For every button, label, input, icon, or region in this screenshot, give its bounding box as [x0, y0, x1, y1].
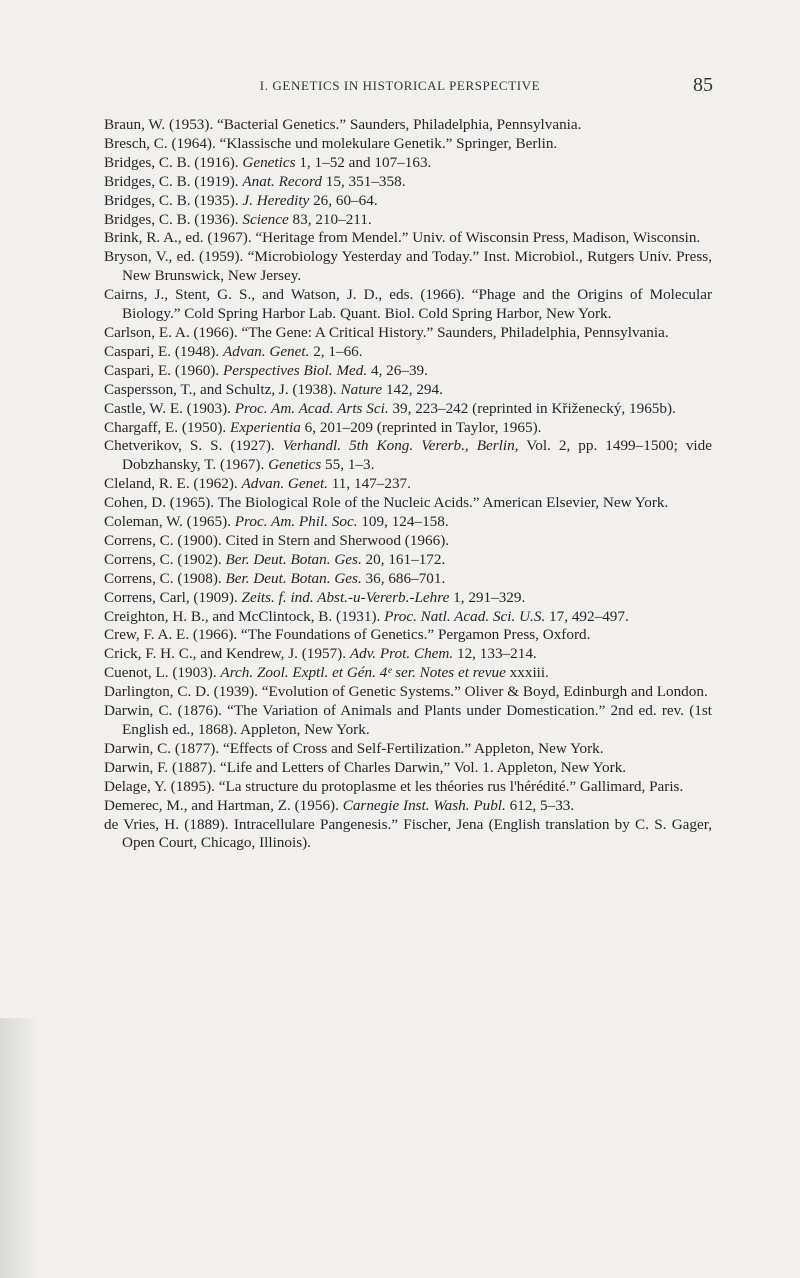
reference-entry [104, 608, 712, 627]
reference-text: 612, 5–33. [505, 796, 575, 814]
reference-entry [104, 116, 712, 135]
reference-text: Braun, W. (1953). “Bacterial Genetics.” Saunders, Philadelphia, Pennsylvania. [104, 116, 582, 133]
reference-list [104, 116, 712, 853]
reference-text: 11, 147–237. [327, 475, 411, 493]
chapter-title: I. GENETICS IN HISTORICAL PERSPECTIVE [259, 78, 541, 93]
reference-text: Vol. 2, pp. 1499–1500; vide Dobzhansky, T. (1967). [122, 437, 712, 474]
reference-text: Chetverikov, S. S. (1927). [104, 437, 283, 455]
reference-entry [104, 702, 712, 740]
reference-text: Delage, Y. (1895). “La structure du protoplasme et les théories rus l'hérédité.” Gallimard, Paris. [104, 777, 684, 795]
reference-entry [104, 664, 712, 683]
reference-entry [104, 551, 712, 570]
reference-source: J. Heredity [242, 191, 310, 209]
reference-text: 6, 201–209 (reprinted in Taylor, 1965). [300, 418, 542, 436]
reference-text: Correns, C. (1908). [104, 569, 226, 587]
reference-text: Bresch, C. (1964). “Klassische und molekulare Genetik.” Springer, Berlin. [104, 134, 558, 152]
reference-text: 15, 351–358. [321, 172, 406, 190]
reference-text: Carlson, E. A. (1966). “The Gene: A Critical History.” Saunders, Philadelphia, Pennsylvania. [104, 323, 669, 341]
reference-entry [104, 740, 712, 759]
reference-text: Crew, F. A. E. (1966). “The Foundations of Genetics.” Pergamon Press, Oxford. [104, 626, 591, 644]
reference-text: Cleland, R. E. (1962). [104, 475, 242, 493]
reference-entry [104, 626, 712, 645]
reference-entry [104, 683, 712, 702]
reference-entry [104, 173, 712, 192]
reference-entry [104, 532, 712, 551]
reference-entry [104, 645, 712, 664]
reference-entry [104, 362, 712, 381]
page-number: 85 [693, 74, 713, 96]
reference-source: Science [242, 210, 289, 228]
reference-text: Cairns, J., Stent, G. S., and Watson, J. D., eds. (1966). “Phage and the Origins of Molecular Biology.” Cold Spring Harbor Lab. Quant. Biol. Cold Spring Harbor, New York. [104, 286, 712, 323]
reference-source: Proc. Natl. Acad. Sci. U.S. [384, 607, 546, 625]
reference-text: Caspari, E. (1948). [104, 342, 223, 360]
reference-entry [104, 437, 712, 475]
reference-text: Darwin, C. (1876). “The Variation of Animals and Plants under Domestication.” 2nd ed. rev. (1st English ed., 1868). Appleton, New York. [104, 702, 712, 738]
reference-source: Genetics [242, 153, 296, 171]
reference-text: 17, 492–497. [545, 607, 629, 625]
reference-text: Correns, Carl, (1909). [104, 588, 242, 606]
reference-entry [104, 816, 712, 854]
reference-text: Darwin, C. (1877). “Effects of Cross and Self-Fertilization.” Appleton, New York. [104, 739, 604, 757]
reference-entry [104, 343, 712, 362]
reference-text: Coleman, W. (1965). [104, 513, 235, 531]
reference-entry [104, 513, 712, 532]
reference-text: 2, 1–66. [309, 342, 363, 360]
reference-text: Cohen, D. (1965). The Biological Role of the Nucleic Acids.” American Elsevier, New York. [104, 494, 669, 512]
reference-source: Proc. Am. Acad. Arts Sci. [234, 399, 389, 417]
reference-entry [104, 475, 712, 494]
reference-entry [104, 211, 712, 230]
reference-source: Ber. Deut. Botan. Ges. [225, 550, 362, 568]
reference-text: 1, 1–52 and 107–163. [295, 153, 432, 171]
reference-text: 109, 124–158. [357, 513, 449, 531]
reference-text: 83, 210–211. [288, 210, 372, 228]
reference-source: Nature [340, 380, 383, 398]
reference-entry [104, 135, 712, 154]
reference-entry [104, 248, 712, 286]
reference-text: 36, 686–701. [361, 569, 446, 587]
reference-entry [104, 778, 712, 797]
reference-text: 1, 291–329. [449, 588, 526, 606]
reference-text: 4, 26–39. [367, 361, 428, 379]
reference-source: Advan. Genet. [241, 475, 328, 493]
reference-entry [104, 381, 712, 400]
reference-entry [104, 192, 712, 211]
reference-text: Correns, C. (1900). Cited in Stern and Sherwood (1966). [104, 531, 450, 549]
reference-text: 20, 161–172. [361, 550, 446, 568]
reference-text: Castle, W. E. (1903). [104, 399, 235, 417]
reference-text: 26, 60–64. [309, 191, 378, 209]
reference-entry [104, 797, 712, 816]
reference-text: Bridges, C. B. (1935). [104, 191, 243, 209]
reference-text: Caspari, E. (1960). [104, 361, 223, 379]
reference-entry [104, 154, 712, 173]
reference-source: Arch. Zool. Exptl. et Gén. 4ᵉ ser. Notes et revue [220, 664, 506, 682]
reference-text: Crick, F. H. C., and Kendrew, J. (1957). [104, 645, 350, 663]
reference-entry [104, 286, 712, 324]
reference-source: Experientia [229, 418, 301, 436]
reference-text: xxxiii. [505, 664, 549, 682]
reference-source: Verhandl. 5th Kong. Vererb., Berlin, [282, 437, 519, 455]
reference-entry [104, 589, 712, 608]
reference-entry [104, 419, 712, 438]
reference-text: Bridges, C. B. (1916). [104, 153, 243, 171]
reference-source: Advan. Genet. [222, 342, 310, 360]
reference-source: Proc. Am. Phil. Soc. [234, 513, 358, 531]
reference-entry [104, 759, 712, 778]
reference-entry [104, 400, 712, 419]
reference-text: Darlington, C. D. (1939). “Evolution of Genetic Systems.” Oliver & Boyd, Edinburgh and London. [104, 683, 708, 701]
reference-text: Correns, C. (1902). [104, 550, 226, 568]
reference-text: Bridges, C. B. (1936). [104, 210, 243, 228]
reference-text: Chargaff, E. (1950). [104, 418, 230, 436]
reference-text: Bridges, C. B. (1919). [104, 172, 243, 190]
reference-source: Ber. Deut. Botan. Ges. [225, 569, 362, 587]
reference-entry [104, 570, 712, 589]
reference-text: Caspersson, T., and Schultz, J. (1938). [104, 380, 341, 398]
reference-entry [104, 229, 712, 248]
reference-source: Anat. Record [242, 172, 322, 190]
reference-text: Demerec, M., and Hartman, Z. (1956). [104, 796, 343, 814]
reference-entry [104, 324, 712, 343]
reference-source: Perspectives Biol. Med. [222, 361, 368, 379]
reference-source: Genetics [268, 456, 322, 474]
reference-text: Darwin, F. (1887). “Life and Letters of Charles Darwin,” Vol. 1. Appleton, New York. [104, 758, 627, 776]
reference-text: 39, 223–242 (reprinted in Křiženecký, 1965b). [388, 399, 676, 417]
reference-text: Brink, R. A., ed. (1967). “Heritage from Mendel.” Univ. of Wisconsin Press, Madison, Wisconsin. [104, 229, 701, 247]
reference-text: de Vries, H. (1889). Intracellulare Pangenesis.” Fischer, Jena (English translation by C. S. Gager, Open Court, Chicago, Illinois). [104, 815, 712, 852]
reference-text: 55, 1–3. [321, 456, 375, 474]
running-header [0, 74, 800, 98]
reference-text: Cuenot, L. (1903). [104, 664, 221, 682]
reference-source: Zeits. f. ind. Abst.-u-Vererb.-Lehre [241, 588, 450, 606]
reference-text: Creighton, H. B., and McClintock, B. (1931). [104, 607, 385, 625]
reference-text: 12, 133–214. [453, 645, 537, 663]
reference-text: Bryson, V., ed. (1959). “Microbiology Yesterday and Today.” Inst. Microbiol., Rutgers Univ. Press, New Brunswick, New Jersey. [104, 248, 712, 285]
page-shadow [0, 1018, 40, 1278]
reference-text: 142, 294. [382, 380, 443, 398]
reference-source: Carnegie Inst. Wash. Publ. [342, 796, 506, 814]
reference-entry [104, 494, 712, 513]
reference-source: Adv. Prot. Chem. [349, 645, 454, 663]
